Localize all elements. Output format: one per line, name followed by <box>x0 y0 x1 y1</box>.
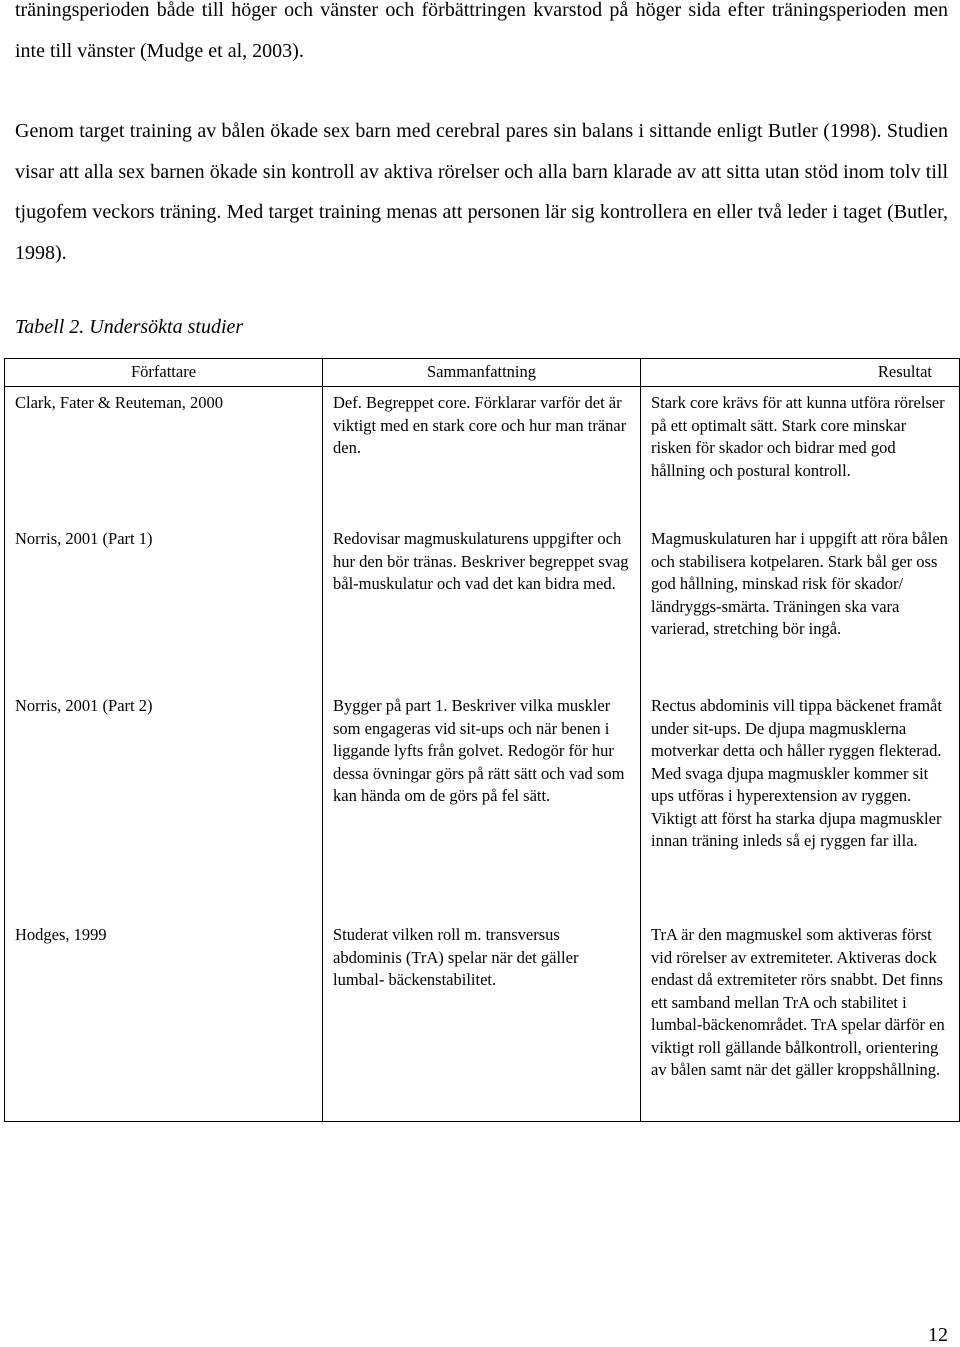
header-result: Resultat <box>641 359 960 387</box>
cell-summary: Redovisar magmuskulaturens uppgifter och hur den bör tränas. Beskriver begreppet svag bål-muskulatur och vad det kan bidra med. <box>323 523 641 690</box>
table-header-row <box>5 359 960 387</box>
table-row <box>5 690 960 919</box>
cell-author: Clark, Fater & Reuteman, 2000 <box>5 387 323 524</box>
page-number: 12 <box>928 1324 948 1346</box>
studies-table <box>4 358 960 1122</box>
cell-summary: Studerat vilken roll m. transversus abdominis (TrA) spelar när det gäller lumbal- bäckenstabilitet. <box>323 919 641 1122</box>
cell-summary: Def. Begreppet core. Förklarar varför det är viktigt med en stark core och hur man tränar den. <box>323 387 641 524</box>
cell-result: TrA är den magmuskel som aktiveras först vid rörelser av extremiteter. Aktiveras dock endast då extremiteter rörs snabbt. Det finns ett samband mellan TrA och stabilitet i lumbal-bäckenområdet. TrA spelar därför en viktigt roll gällande bålkontroll, orientering av bålen samt när det gäller kroppshållning. <box>641 919 960 1122</box>
paragraph-target-training: Genom target training av bålen ökade sex barn med cerebral pares sin balans i sittande enligt Butler (1998). Studien visar att alla sex barnen ökade sin kontroll av aktiva rörelser och alla barn klarade av att sitta utan stöd inom tolv till tjugofem veckors träning. Med target training menas att personen lär sig kontrollera en eller två leder i taget (Butler, 1998). <box>15 120 948 264</box>
table-row <box>5 523 960 690</box>
cell-author: Norris, 2001 (Part 2) <box>5 690 323 919</box>
header-summary: Sammanfattning <box>323 359 641 387</box>
cell-author: Norris, 2001 (Part 1) <box>5 523 323 690</box>
table-row <box>5 387 960 524</box>
table-row <box>5 919 960 1122</box>
cell-summary: Bygger på part 1. Beskriver vilka muskler som engageras vid sit-ups och när benen i liggande lyfts från golvet. Redogör för hur dessa övningar görs på rätt sätt och vad som kan hända om de görs på fel sätt. <box>323 690 641 919</box>
cell-result: Magmuskulaturen har i uppgift att röra bålen och stabilisera kotpelaren. Stark bål ger oss god hållning, minskad risk för skador/ ländryggs-smärta. Träningen ska vara varierad, stretching bör ingå. <box>641 523 960 690</box>
paragraph-continuation: träningsperioden både till höger och vänster och förbättringen kvarstod på höger sida efter träningsperioden men inte till vänster (Mudge et al, 2003). <box>15 0 948 62</box>
cell-result: Stark core krävs för att kunna utföra rörelser på ett optimalt sätt. Stark core minskar risken för skador och bidrar med god hållning och postural kontroll. <box>641 387 960 524</box>
cell-author: Hodges, 1999 <box>5 919 323 1122</box>
header-author: Författare <box>5 359 323 387</box>
table-caption: Tabell 2. Undersökta studier <box>15 316 244 338</box>
cell-result: Rectus abdominis vill tippa bäckenet framåt under sit-ups. De djupa magmusklerna motverkar detta och håller ryggen flekterad. Med svaga djupa magmuskler kommer sit ups utföras i hyperextension av ryggen. Viktigt att först ha starka djupa magmuskler innan träning inleds så ej ryggen far illa. <box>641 690 960 919</box>
